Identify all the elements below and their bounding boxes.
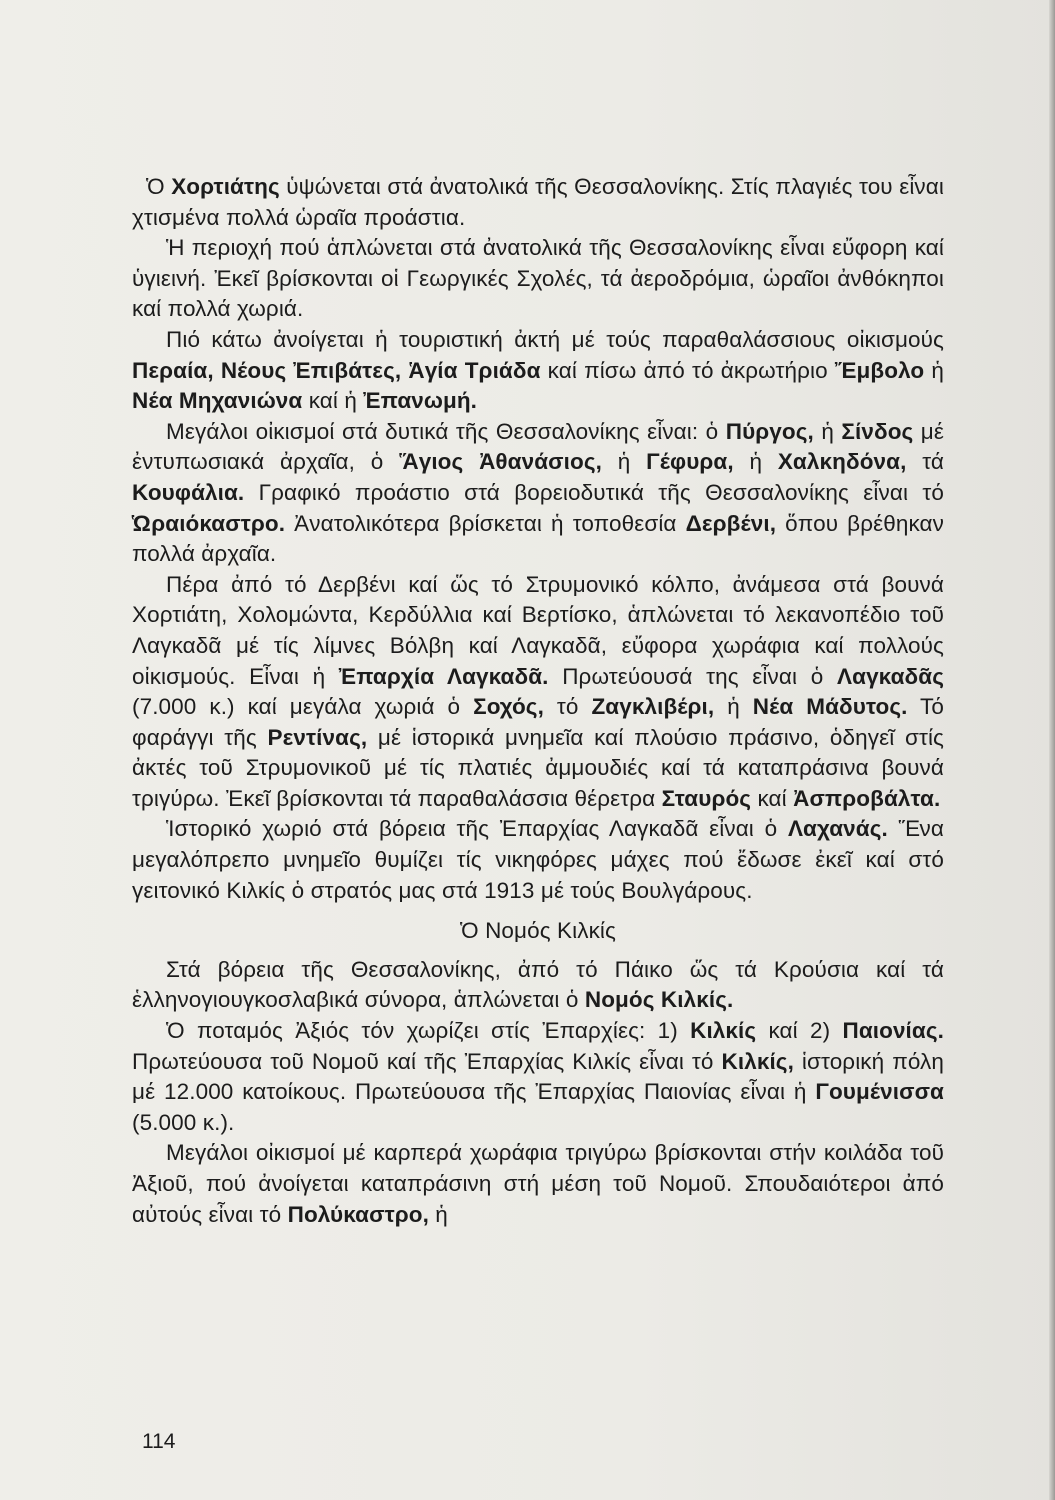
text-run: Ἕνα μεγαλόπρεπο μνημεῖο θυμίζει τίς νικηφόρες μάχες πού ἔδωσε ἐκεῖ καί στό γειτονικό Κιλκίς ὁ στρατός μας στά 1913 μέ τούς Βουλγάρους. [132,816,944,903]
body-text [132,172,944,1230]
text-run: Γραφικό προάστιο στά βορειοδυτικά τῆς Θεσσαλονίκης εἶναι τό [244,479,944,505]
bold-term: Χαλκηδόνα, [777,449,907,475]
bold-term: Κουφάλια. [132,479,245,505]
bold-term: Σταυρός [661,785,752,811]
text-run: Πρωτεύουσά της εἶναι ὁ [548,663,838,689]
text-run: Πέρα ἀπό τό Δερβένι καί ὥς τό Στρυμονικό κόλπο, ἀνάμεσα στά βουνά Χορτιάτη, Χολομώντα, Κερδύλλια καί Βερτίσκο, ἁπλώνεται τό λεκανοπέδιο τοῦ Λαγκαδᾶ μέ τίς λίμνες Βόλβη καί Λαγκαδᾶ, εὔφορα χωράφια καί πολλούς οἰκισμούς. Εἶναι ἡ [132,571,944,689]
para-axios [132,1016,944,1138]
para-large-settlements [132,1138,944,1230]
text-run: Ὁ ποταμός Ἀξιός τόν χωρίζει στίς Ἐπαρχίες: 1) [166,1018,691,1044]
section-heading-kilkis: Ὁ Νομός Κιλκίς [460,918,616,944]
section-thessaloniki-region [132,172,944,906]
text-run: Πιό κάτω ἀνοίγεται ἡ τουριστική ἀκτή μέ τούς παραθαλάσσιους οἰκισμούς [166,326,944,352]
bold-term: Νέα Μηχανιώνα [132,388,303,414]
para-lagadas [132,570,944,815]
text-run: Ἀνατολικότερα βρίσκεται ἡ τοποθεσία [285,510,686,536]
text-run: ἱστορική πόλη μέ 12.000 κατοίκους. Πρωτεύουσα τῆς Ἐπαρχίας Παιονίας εἶναι ἡ [132,1048,944,1105]
text-run: Πρωτεύουσα τοῦ Νομοῦ καί τῆς Ἐπαρχίας Κιλκίς εἶναι τό [132,1048,722,1074]
para-kilkis-location [132,955,944,1016]
text-run: καί πίσω ἀπό τό ἀκρωτήριο [540,357,835,383]
bold-term: Λαχανάς. [787,816,888,842]
bold-term: Κιλκίς [690,1018,757,1044]
bold-term: Νέα Μάδυτος. [752,694,908,720]
text-run: (7.000 κ.) καί μεγάλα χωριά ὁ [132,694,474,720]
text-run: ἡ [924,357,945,383]
bold-term: Ἔμβολο [834,357,925,383]
text-run: (5.000 κ.). [132,1109,235,1135]
text-run: ἡ [602,449,647,475]
para-eastern-area [132,233,944,325]
bold-term: Πολύκαστρο, [287,1201,429,1227]
text-run: μέ ἐντυπωσιακά ἀρχαῖα, ὁ [132,418,944,475]
bold-term: Δερβένι, [685,510,777,536]
bold-term: Κιλκίς, [721,1048,794,1074]
page-number: 114 [142,1430,176,1453]
bold-term: Ἐπανωμή. [363,388,478,414]
section-kilkis [132,955,944,1230]
text-run: Ἱστορικό χωριό στά βόρεια τῆς Ἐπαρχίας Λαγκαδᾶ εἶναι ὁ [166,816,788,842]
para-lachanas [132,814,944,906]
text-run: Τό φαράγγι τῆς [132,694,944,750]
bold-term: Ἀσπροβάλτα. [793,785,941,811]
bold-term: Νομός Κιλκίς. [584,987,734,1013]
text-run: ὅπου βρέθηκαν πολλά ἀρχαῖα. [132,510,944,567]
bold-term: Λαγκαδᾶς [837,663,944,689]
bold-term: Ἐπαρχία Λαγκαδᾶ. [338,663,549,689]
bold-term: Σοχός, [473,694,544,720]
para-tourist-coast [132,325,944,417]
text-run: Ἡ περιοχή πού ἁπλώνεται στά ἀνατολικά τῆς Θεσσαλονίκης εἶναι εὔφορη καί ὑγιεινή. Ἐκεῖ βρίσκονται οἱ Γεωργικές Σχολές, τά ἀεροδρόμια, ὡραῖοι ἀνθόκηποι καί πολλά χωριά. [132,235,944,322]
bold-term: Σίνδος [841,418,914,444]
bold-term: Ρεντίνας, [267,724,368,750]
bold-term: Ἅγιος Ἀθανάσιος, [399,449,602,475]
text-run: Μεγάλοι οἰκισμοί στά δυτικά τῆς Θεσσαλονίκης εἶναι: ὁ [166,418,726,444]
text-run: ὑψώνεται στά ἀνατολικά τῆς Θεσσαλονίκης. Στίς πλαγιές του εἶναι χτισμένα πολλά ὡραῖα προάστια. [132,174,944,230]
page-edge-shadow [1049,0,1055,1500]
text-run: καί ἡ [302,388,364,414]
bold-term: Περαία, Νέους Ἐπιβάτες, Ἁγία Τριάδα [132,357,541,383]
bold-term: Πύργος, [725,418,814,444]
text-run: μέ ἱστορικά μνημεῖα καί πλούσιο πράσινο, ὁδηγεῖ στίς ἀκτές τοῦ Στρυμονικοῦ μέ τίς πλατιές ἀμμουδιές καί τά καταπράσινα βουνά τριγύρω. Ἐκεῖ βρίσκονται τά παραθαλάσσια θέρετρα [132,724,945,811]
bold-term: Γέφυρα, [646,449,734,475]
text-run: ἡ [428,1201,448,1227]
bold-term: Ὡραιόκαστρο. [132,510,286,536]
text-run: ἡ [714,694,753,720]
text-run: ἡ [733,449,778,475]
text-run: ἡ [813,418,842,444]
text-run: τά [906,449,944,475]
text-run: καί 2) [756,1018,843,1044]
text-run: τό [543,694,592,720]
para-chortiatis [132,172,944,233]
text-run: Στά βόρεια τῆς Θεσσαλονίκης, ἀπό τό Πάικο ὥς τά Κρούσια καί τά ἑλληνογιουγκοσλαβικά σύνορα, ἁπλώνεται ὁ [132,956,944,1013]
bold-term: Χορτιάτης [171,174,280,199]
bold-term: Ζαγκλιβέρι, [591,694,715,720]
bold-term: Γουμένισσα [815,1079,944,1105]
text-run: Ὁ [146,174,172,199]
para-western-settlements [132,417,944,570]
text-run: Μεγάλοι οἰκισμοί μέ καρπερά χωράφια τριγύρω βρίσκονται στήν κοιλάδα τοῦ Ἀξιοῦ, πού ἀνοίγεται καταπράσινη στή μέση τοῦ Νομοῦ. Σπουδαιότεροι ἀπό αὐτούς εἶναι τό [132,1140,944,1227]
text-run: καί [751,785,794,811]
bold-term: Παιονίας. [842,1018,944,1044]
